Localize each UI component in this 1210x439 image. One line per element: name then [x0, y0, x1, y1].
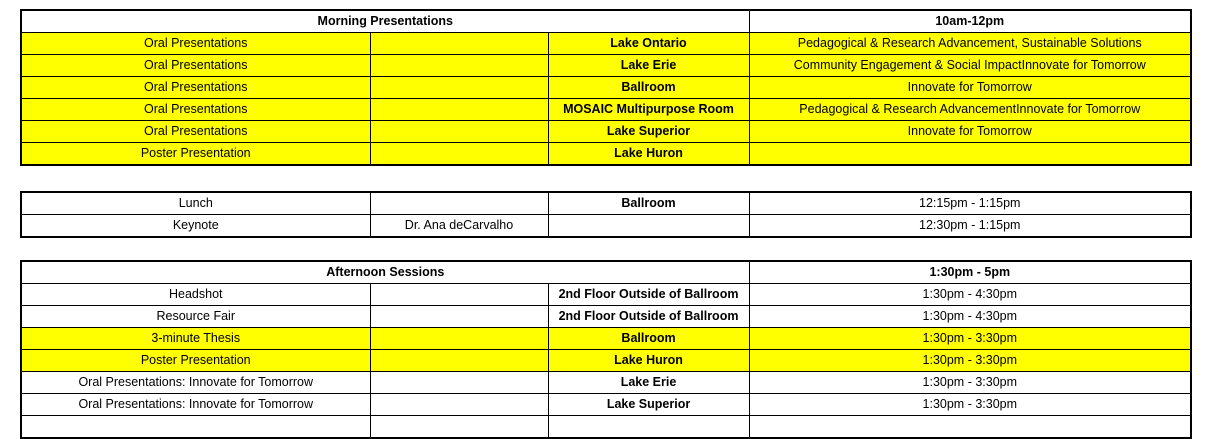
time-cell: 1:30pm - 3:30pm	[749, 394, 1191, 416]
morning-time: 10am-12pm	[749, 10, 1191, 33]
session-cell	[21, 416, 370, 439]
detail-cell	[749, 143, 1191, 166]
location-cell: MOSAIC Multipurpose Room	[548, 99, 749, 121]
location-cell: Lake Superior	[548, 121, 749, 143]
table-row	[21, 192, 1191, 215]
presenter-cell	[370, 284, 548, 306]
detail-cell: Innovate for Tomorrow	[749, 121, 1191, 143]
table-row	[21, 121, 1191, 143]
presenter-cell	[370, 416, 548, 439]
session-cell: Oral Presentations: Innovate for Tomorrow	[21, 372, 370, 394]
session-cell: Oral Presentations	[21, 99, 370, 121]
location-cell: 2nd Floor Outside of Ballroom	[548, 306, 749, 328]
table-row	[21, 284, 1191, 306]
table-row	[21, 215, 1191, 238]
session-cell: Oral Presentations	[21, 55, 370, 77]
presenter-cell: Dr. Ana deCarvalho	[370, 215, 548, 238]
presenter-cell	[370, 33, 548, 55]
time-cell	[749, 416, 1191, 439]
morning-header: Morning Presentations	[21, 10, 749, 33]
session-cell: Oral Presentations: Innovate for Tomorrow	[21, 394, 370, 416]
session-cell: Keynote	[21, 215, 370, 238]
session-cell: Lunch	[21, 192, 370, 215]
session-cell: Oral Presentations	[21, 33, 370, 55]
location-cell: Lake Erie	[548, 55, 749, 77]
location-cell: Ballroom	[548, 77, 749, 99]
location-cell: Ballroom	[548, 328, 749, 350]
detail-cell: Pedagogical & Research Advancement, Sustainable Solutions	[749, 33, 1191, 55]
presenter-cell	[370, 121, 548, 143]
midday-schedule-table	[20, 191, 1192, 238]
location-cell: 2nd Floor Outside of Ballroom	[548, 284, 749, 306]
afternoon-schedule-table	[20, 260, 1192, 439]
presenter-cell	[370, 372, 548, 394]
time-cell: 1:30pm - 4:30pm	[749, 306, 1191, 328]
session-cell: Poster Presentation	[21, 143, 370, 166]
table-row	[21, 77, 1191, 99]
detail-cell: Pedagogical & Research AdvancementInnovate for Tomorrow	[749, 99, 1191, 121]
location-cell: Lake Superior	[548, 394, 749, 416]
location-cell: Ballroom	[548, 192, 749, 215]
presenter-cell	[370, 394, 548, 416]
location-cell	[548, 215, 749, 238]
time-cell: 1:30pm - 3:30pm	[749, 372, 1191, 394]
location-cell	[548, 416, 749, 439]
time-cell: 1:30pm - 3:30pm	[749, 328, 1191, 350]
table-row	[21, 143, 1191, 166]
detail-cell: Innovate for Tomorrow	[749, 77, 1191, 99]
presenter-cell	[370, 306, 548, 328]
table-row	[21, 55, 1191, 77]
session-cell: Headshot	[21, 284, 370, 306]
presenter-cell	[370, 77, 548, 99]
table-row	[21, 372, 1191, 394]
table-row	[21, 33, 1191, 55]
presenter-cell	[370, 192, 548, 215]
morning-schedule-table	[20, 9, 1192, 166]
session-cell: Resource Fair	[21, 306, 370, 328]
time-cell: 12:30pm - 1:15pm	[749, 215, 1191, 238]
table-row	[21, 99, 1191, 121]
presenter-cell	[370, 55, 548, 77]
table-row	[21, 394, 1191, 416]
session-cell: Poster Presentation	[21, 350, 370, 372]
table-row	[21, 328, 1191, 350]
time-cell: 12:15pm - 1:15pm	[749, 192, 1191, 215]
session-cell: 3-minute Thesis	[21, 328, 370, 350]
location-cell: Lake Huron	[548, 350, 749, 372]
location-cell: Lake Huron	[548, 143, 749, 166]
detail-cell: Community Engagement & Social ImpactInnovate for Tomorrow	[749, 55, 1191, 77]
table-row	[21, 350, 1191, 372]
afternoon-header-row	[21, 261, 1191, 284]
presenter-cell	[370, 143, 548, 166]
table-row	[21, 416, 1191, 439]
table-row	[21, 306, 1191, 328]
location-cell: Lake Erie	[548, 372, 749, 394]
presenter-cell	[370, 99, 548, 121]
time-cell: 1:30pm - 3:30pm	[749, 350, 1191, 372]
morning-header-row	[21, 10, 1191, 33]
time-cell: 1:30pm - 4:30pm	[749, 284, 1191, 306]
session-cell: Oral Presentations	[21, 121, 370, 143]
presenter-cell	[370, 350, 548, 372]
presenter-cell	[370, 328, 548, 350]
location-cell: Lake Ontario	[548, 33, 749, 55]
afternoon-header: Afternoon Sessions	[21, 261, 749, 284]
afternoon-time: 1:30pm - 5pm	[749, 261, 1191, 284]
session-cell: Oral Presentations	[21, 77, 370, 99]
